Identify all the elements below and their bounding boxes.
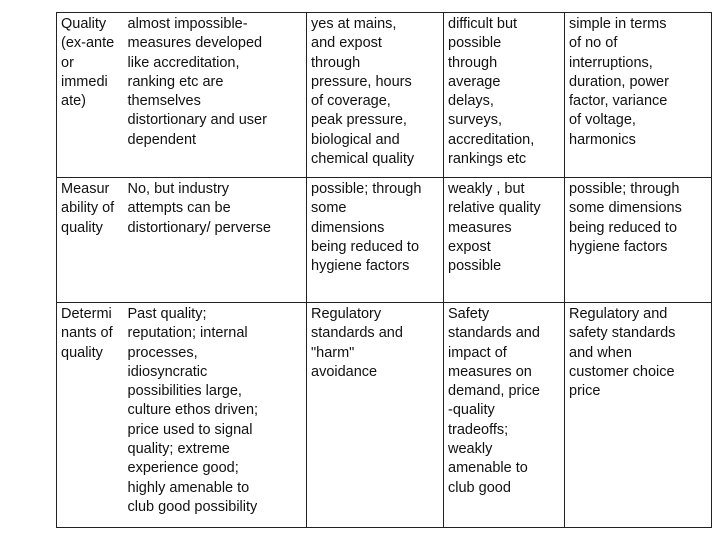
table-row [57, 178, 712, 303]
row-label-cell [57, 303, 126, 528]
cell-text: possible; through some dimensions being reduced to hygiene factors [569, 181, 682, 255]
cell-text: difficult but possible through average delays, surveys, accreditation, rankings etc [448, 16, 535, 168]
row-label: Determi nants of quality [61, 306, 113, 361]
cell-text: simple in terms of no of interruptions, duration, power factor, variance of voltage, harmonics [569, 16, 669, 148]
table-cell [126, 13, 307, 178]
row-label: Measur ability of quality [61, 181, 115, 236]
cell-text: almost impossible- measures developed like accreditation, ranking etc are themselves distortionary and user dependent [127, 16, 267, 148]
table-cell [444, 13, 565, 178]
table-cell [565, 303, 712, 528]
table-cell [444, 178, 565, 303]
table-cell [307, 303, 444, 528]
quality-comparison-table [56, 12, 712, 528]
table-cell [565, 178, 712, 303]
table-cell [126, 178, 307, 303]
table-cell [126, 303, 307, 528]
cell-text: possible; through some dimensions being reduced to hygiene factors [311, 181, 422, 275]
row-label-cell [57, 178, 126, 303]
table-cell [565, 13, 712, 178]
table-cell [307, 178, 444, 303]
row-label-cell [57, 13, 126, 178]
table-row [57, 303, 712, 528]
cell-text: weakly , but relative quality measures expost possible [448, 181, 541, 275]
cell-text: No, but industry attempts can be distortionary/ perverse [127, 181, 271, 236]
cell-text: Regulatory and safety standards and when customer choice price [569, 306, 676, 400]
cell-text: Safety standards and impact of measures on demand, price -quality tradeoffs; weakly amenable to club good [448, 306, 540, 496]
cell-text: yes at mains, and expost through pressure, hours of coverage, peak pressure, biological and chemical quality [311, 16, 415, 168]
table-cell [307, 13, 444, 178]
cell-text: Regulatory standards and "harm" avoidance [311, 306, 403, 380]
table-cell [444, 303, 565, 528]
table-row [57, 13, 712, 178]
row-label: Quality (ex-ante or immedi ate) [61, 16, 115, 110]
cell-text: Past quality; reputation; internal processes, idiosyncratic possibilities large, culture ethos driven; price used to signal quality; extreme experience good; highly amenable to club good possibility [127, 306, 259, 515]
